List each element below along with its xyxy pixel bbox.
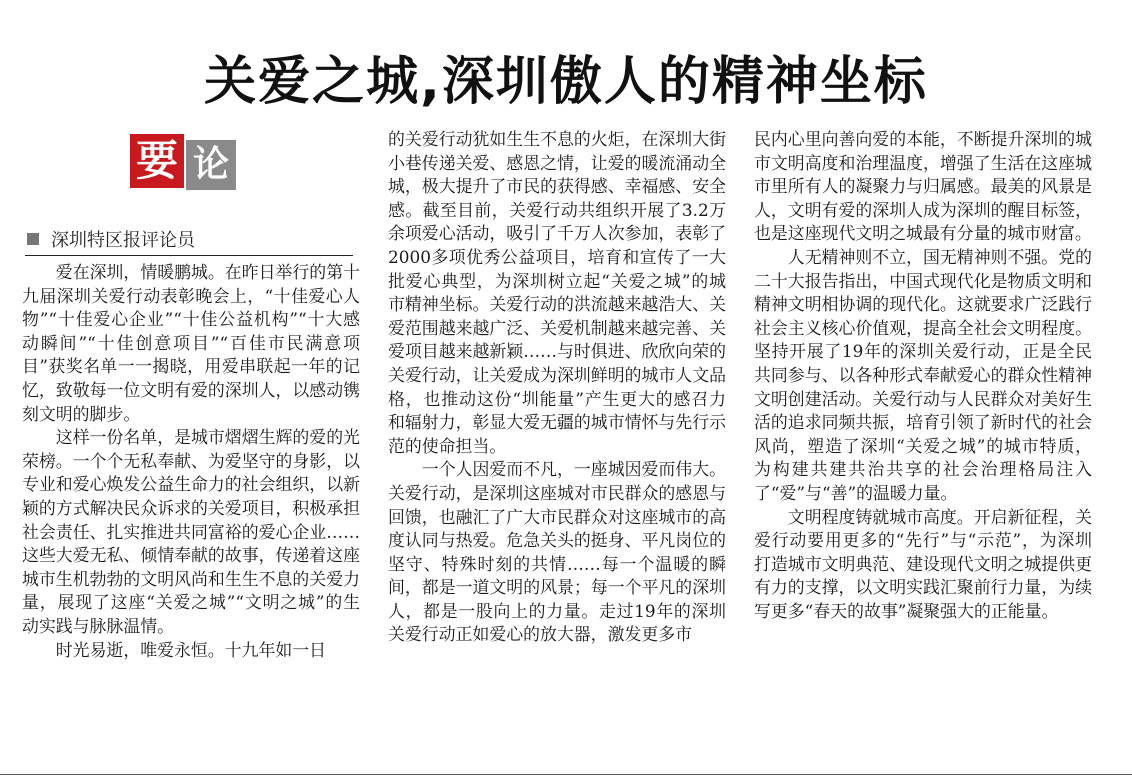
paragraph: 这样一份名单，是城市熠熠生辉的爱的光荣榜。一个个无私奉献、为爱坚守的身影，以专业和爱心焕发公益生命力的社会组织，以新颖的方式解决民众诉求的关爱项目，积极承担社会责任、扎实推进共同富裕的爱心企业……这些大爱无私、倾情奉献的故事，传递着这座城市生机勃勃的文明风尚和生生不息的关爱力量，展现了这座“关爱之城”“文明之城”的生动实践与脉脉温情。 xyxy=(22,427,360,636)
paragraph: 一个人因爱而不凡，一座城因爱而伟大。关爱行动，是深圳这座城对市民群众的感恩与回馈，也融汇了广大市民群众对这座城市的高度认同与热爱。危急关头的挺身、平凡岗位的坚守、特殊时刻的共情……每一个温暖的瞬间，都是一道文明的风景；每一个平凡的深圳人，都是一股向上的力量。走过19年的深圳关爱行动正如爱心的放大器，激发更多市 xyxy=(388,459,726,645)
byline-text: 深圳特区报评论员 xyxy=(51,230,195,251)
article-column-2 xyxy=(388,128,726,744)
paragraph: 文明程度铸就城市高度。开启新征程，关爱行动要用更多的“先行”与“示范”，为深圳打造城市文明典范、建设现代文明之城提供更有力的支撑，以文明实践汇聚前行力量，为续写更多“春天的故事”凝聚强大的正能量。 xyxy=(754,506,1092,621)
headline: 关爱之城,深圳傲人的精神坐标 xyxy=(204,52,928,112)
paragraph: 时光易逝，唯爱永恒。十九年如一日 xyxy=(55,639,327,660)
byline xyxy=(25,227,353,256)
badge-char-lun: 论 xyxy=(186,140,236,190)
bottom-rule xyxy=(0,774,1132,775)
paragraph: 民内心里向善向爱的本能，不断提升深圳的城市文明高度和治理温度，增强了生活在这座城市里所有人的凝聚力与归属感。最美的风景是人，文明有爱的深圳人成为深圳的醒目标签，也是这座现代文明之城最有分量的城市财富。 xyxy=(754,129,1092,244)
article-column-3 xyxy=(754,128,1092,744)
paragraph: 人无精神则不立，国无精神则不强。党的二十大报告指出，中国式现代化是物质文明和精神文明相协调的现代化。这就要求广泛践行社会主义核心价值观，提高全社会文明程度。坚持开展了19年的深圳关爱行动，正是全民共同参与、以各种形式奉献爱心的群众性精神文明创建活动。关爱行动与人民群众对美好生活的追求同频共振，培育引领了新时代的社会风尚，塑造了深圳“关爱之城”的城市特质，为构建共建共治共享的社会治理格局注入了“爱”与“善”的温暖力量。 xyxy=(754,246,1092,503)
article-column-1 xyxy=(22,261,360,741)
square-bullet-icon xyxy=(27,233,39,245)
paragraph: 的关爱行动犹如生生不息的火炬，在深圳大街小巷传递关爱、感恩之情，让爱的暖流涌动全城，极大提升了市民的获得感、幸福感、安全感。截至目前，关爱行动共组织开展了3.2万余项爱心活动，吸引了千万人次参加，表彰了2000多项优秀公益项目，培育和宣传了一大批爱心典型，为深圳树立起“关爱之城”的城市精神坐标。关爱行动的洪流越来越浩大、关爱范围越来越广泛、关爱机制越来越完善、关爱项目越来越新颖……与时俱进、欣欣向荣的关爱行动，让关爱成为深圳鲜明的城市人文品格，也推动这份“圳能量”产生更大的感召力和辐射力，彰显大爱无疆的城市情怀与先行示范的使命担当。 xyxy=(388,129,726,456)
paragraph: 爱在深圳，情暖鹏城。在昨日举行的第十九届深圳关爱行动表彰晚会上，“十佳爱心人物”“十佳爱心企业”“十佳公益机构”“十大感动瞬间”“十佳创意项目”“百佳市民满意项目”获奖名单一一揭晓，用爱串联起一年的记忆，致敬每一位文明有爱的深圳人，以感动镌刻文明的脚步。 xyxy=(22,262,360,424)
section-badge xyxy=(130,134,234,190)
badge-char-yao: 要 xyxy=(130,134,184,188)
